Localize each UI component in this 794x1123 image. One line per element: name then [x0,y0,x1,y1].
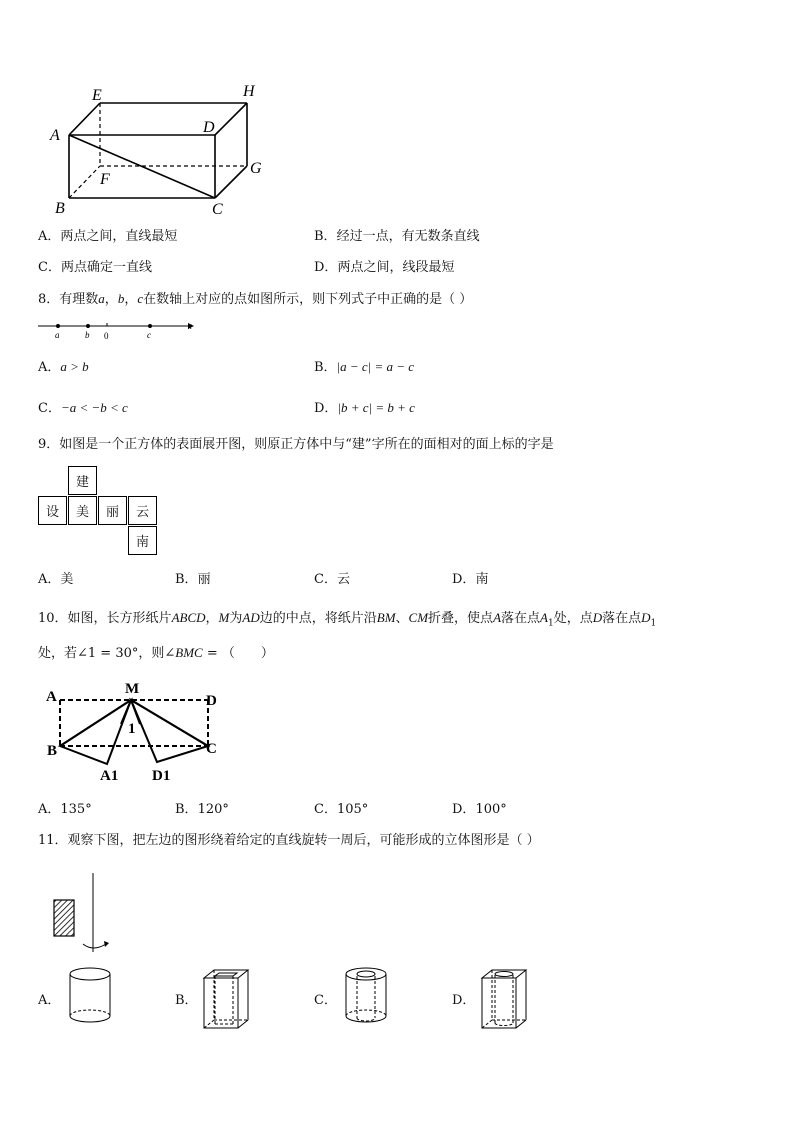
option-key: A． [38,802,61,817]
stem-text: 如图，长方形纸片 [67,611,172,626]
option-key: C． [314,993,337,1008]
option-key: B． [175,572,198,587]
option-text: |a − c| = a − c [336,359,415,374]
stem-text: = （ ） [202,646,274,661]
var-ad: AD [242,610,260,625]
option-key: D． [452,802,476,817]
q11-option-a[interactable] [38,993,60,1009]
q8-option-a[interactable] [38,359,89,376]
q9-option-d[interactable] [452,572,488,588]
option-text: 两点确定一直线 [60,260,152,275]
q11-option-b[interactable] [175,993,198,1009]
q10-option-c[interactable] [314,802,368,818]
q7-option-d[interactable] [314,260,454,276]
q10-option-d[interactable] [452,802,507,818]
stem-text: 落在点 [602,611,642,626]
option-key: B． [314,360,337,375]
fold-label-D: D [206,693,217,709]
option-text: 丽 [197,572,211,587]
option-key: B． [314,229,337,244]
option-key: D． [314,260,338,275]
q10-option-a[interactable] [38,802,92,818]
sep: ， [205,611,219,626]
stem-text: 处，点 [553,611,593,626]
stem-text: 观察下图，把左边的图形绕着给定的直线旋转一周后，可能形成的立体图形是（ ） [67,833,540,848]
label-H: H [243,83,255,100]
q9-option-b[interactable] [175,572,211,588]
option-key: B． [175,993,198,1008]
nl-label-b: b [85,330,90,340]
var-cm: CM [408,610,429,625]
option-key: A． [38,993,61,1008]
cuboid-figure [40,80,280,220]
option-key: C． [38,260,61,275]
q8-option-d[interactable] [314,400,415,417]
option-key: D． [314,401,338,416]
option-text: 南 [475,572,489,587]
net-cell-mei: 美 [68,496,97,525]
hollow-prism-icon[interactable] [200,966,266,1034]
number-line [36,318,201,342]
net-cell-yun: 云 [128,496,157,525]
nl-label-zero: 0 [104,331,109,341]
sep: ， [124,292,138,307]
label-G: G [250,160,262,177]
option-text: 100° [475,802,507,817]
label-F: F [100,171,110,188]
q10-stem-line2 [38,645,274,662]
option-key: D． [452,993,476,1008]
sep: 、 [395,611,409,626]
fold-label-D1: D1 [152,768,171,784]
stem-text: 为 [229,611,243,626]
q9-option-a[interactable] [38,572,73,588]
var-m: M [218,610,230,625]
q7-option-a[interactable] [38,229,177,245]
prism-with-cylinder-hole-icon[interactable] [478,966,544,1034]
var-a1: A [540,610,548,625]
var-bmc: BMC [175,645,203,660]
stem-text: 如图是一个正方体的表面展开图，则原正方体中与“建”字所在的面相对的面上标的字是 [59,437,554,452]
option-key: B． [175,802,198,817]
q7-option-c[interactable] [38,260,152,276]
var-a: a [98,291,105,306]
var-abcd: ABCD [171,610,206,625]
var-a: A [493,610,502,625]
hollow-cylinder-icon[interactable] [342,964,390,1028]
var-bm: BM [376,610,396,625]
q7-option-b[interactable] [314,229,480,245]
stem-text: 有理数 [59,292,99,307]
question-number: 9． [38,437,60,452]
option-key: A． [38,360,61,375]
fold-label-M: M [125,681,140,697]
stem-text: 在数轴上对应的点如图所示，则下列式子中正确的是（ ） [143,292,473,307]
option-text: 105° [336,802,369,817]
option-text: |b + c| = b + c [337,400,415,415]
q9-option-c[interactable] [314,572,350,588]
nl-label-x: x [188,321,192,331]
net-cell-li: 丽 [98,496,127,525]
q8-option-b[interactable] [314,359,414,376]
var-d: D [592,610,603,625]
label-B: B [55,200,65,217]
label-E: E [92,87,102,104]
cube-net [38,466,160,558]
option-text: a > b [60,359,89,374]
q11-option-c[interactable] [314,993,337,1009]
stem-text: 边的中点，将纸片沿 [259,611,377,626]
option-key: C． [314,572,337,587]
q8-option-c[interactable] [38,400,128,417]
option-key: A． [38,229,61,244]
subscript: 1 [650,618,657,629]
option-text: 美 [60,572,74,587]
option-key: C． [314,802,337,817]
option-text: 经过一点，有无数条直线 [336,229,480,244]
var-b: b [117,291,125,306]
label-C: C [212,201,223,218]
option-text: 135° [60,802,92,817]
var-c: c [137,291,144,306]
q10-option-b[interactable] [175,802,229,818]
q9-stem [38,437,554,453]
fold-label-B: B [47,743,58,759]
net-cell-she: 设 [38,496,67,525]
fold-label-C: C [206,741,217,757]
label-D: D [203,119,215,136]
label-A: A [50,127,60,144]
q11-stem [38,833,540,849]
sep: ， [104,292,118,307]
q11-option-d[interactable] [452,993,475,1009]
fold-figure [40,676,230,786]
option-text: 两点之间，线段最短 [337,260,455,275]
option-key: C． [38,401,61,416]
stem-text: 处，若∠1 = 30°，则∠ [38,646,176,661]
option-text: 云 [336,572,350,587]
solid-cylinder-icon[interactable] [66,964,114,1028]
q10-stem-line1 [38,610,656,632]
stem-text: 落在点 [501,611,541,626]
option-text: 两点之间，直线最短 [60,229,178,244]
subscript: 1 [547,618,554,629]
var-d1: D [641,610,651,625]
nl-label-a: a [55,330,60,340]
option-key: A． [38,572,61,587]
question-number: 8． [38,292,60,307]
question-number: 10． [38,611,68,626]
net-cell-jian: 建 [68,466,97,495]
option-text: −a < −b < c [60,400,128,415]
question-number: 11． [38,833,68,848]
option-text: 120° [197,802,229,817]
rotation-figure [48,868,118,958]
fold-label-A1: A1 [100,768,119,784]
option-key: D． [452,572,476,587]
stem-text: 折叠，使点 [428,611,494,626]
q8-stem [38,291,472,308]
fold-label-A: A [46,689,57,705]
fold-label-angle-1: 1 [128,721,136,737]
net-cell-nan: 南 [128,526,157,555]
nl-label-c: c [147,330,151,340]
